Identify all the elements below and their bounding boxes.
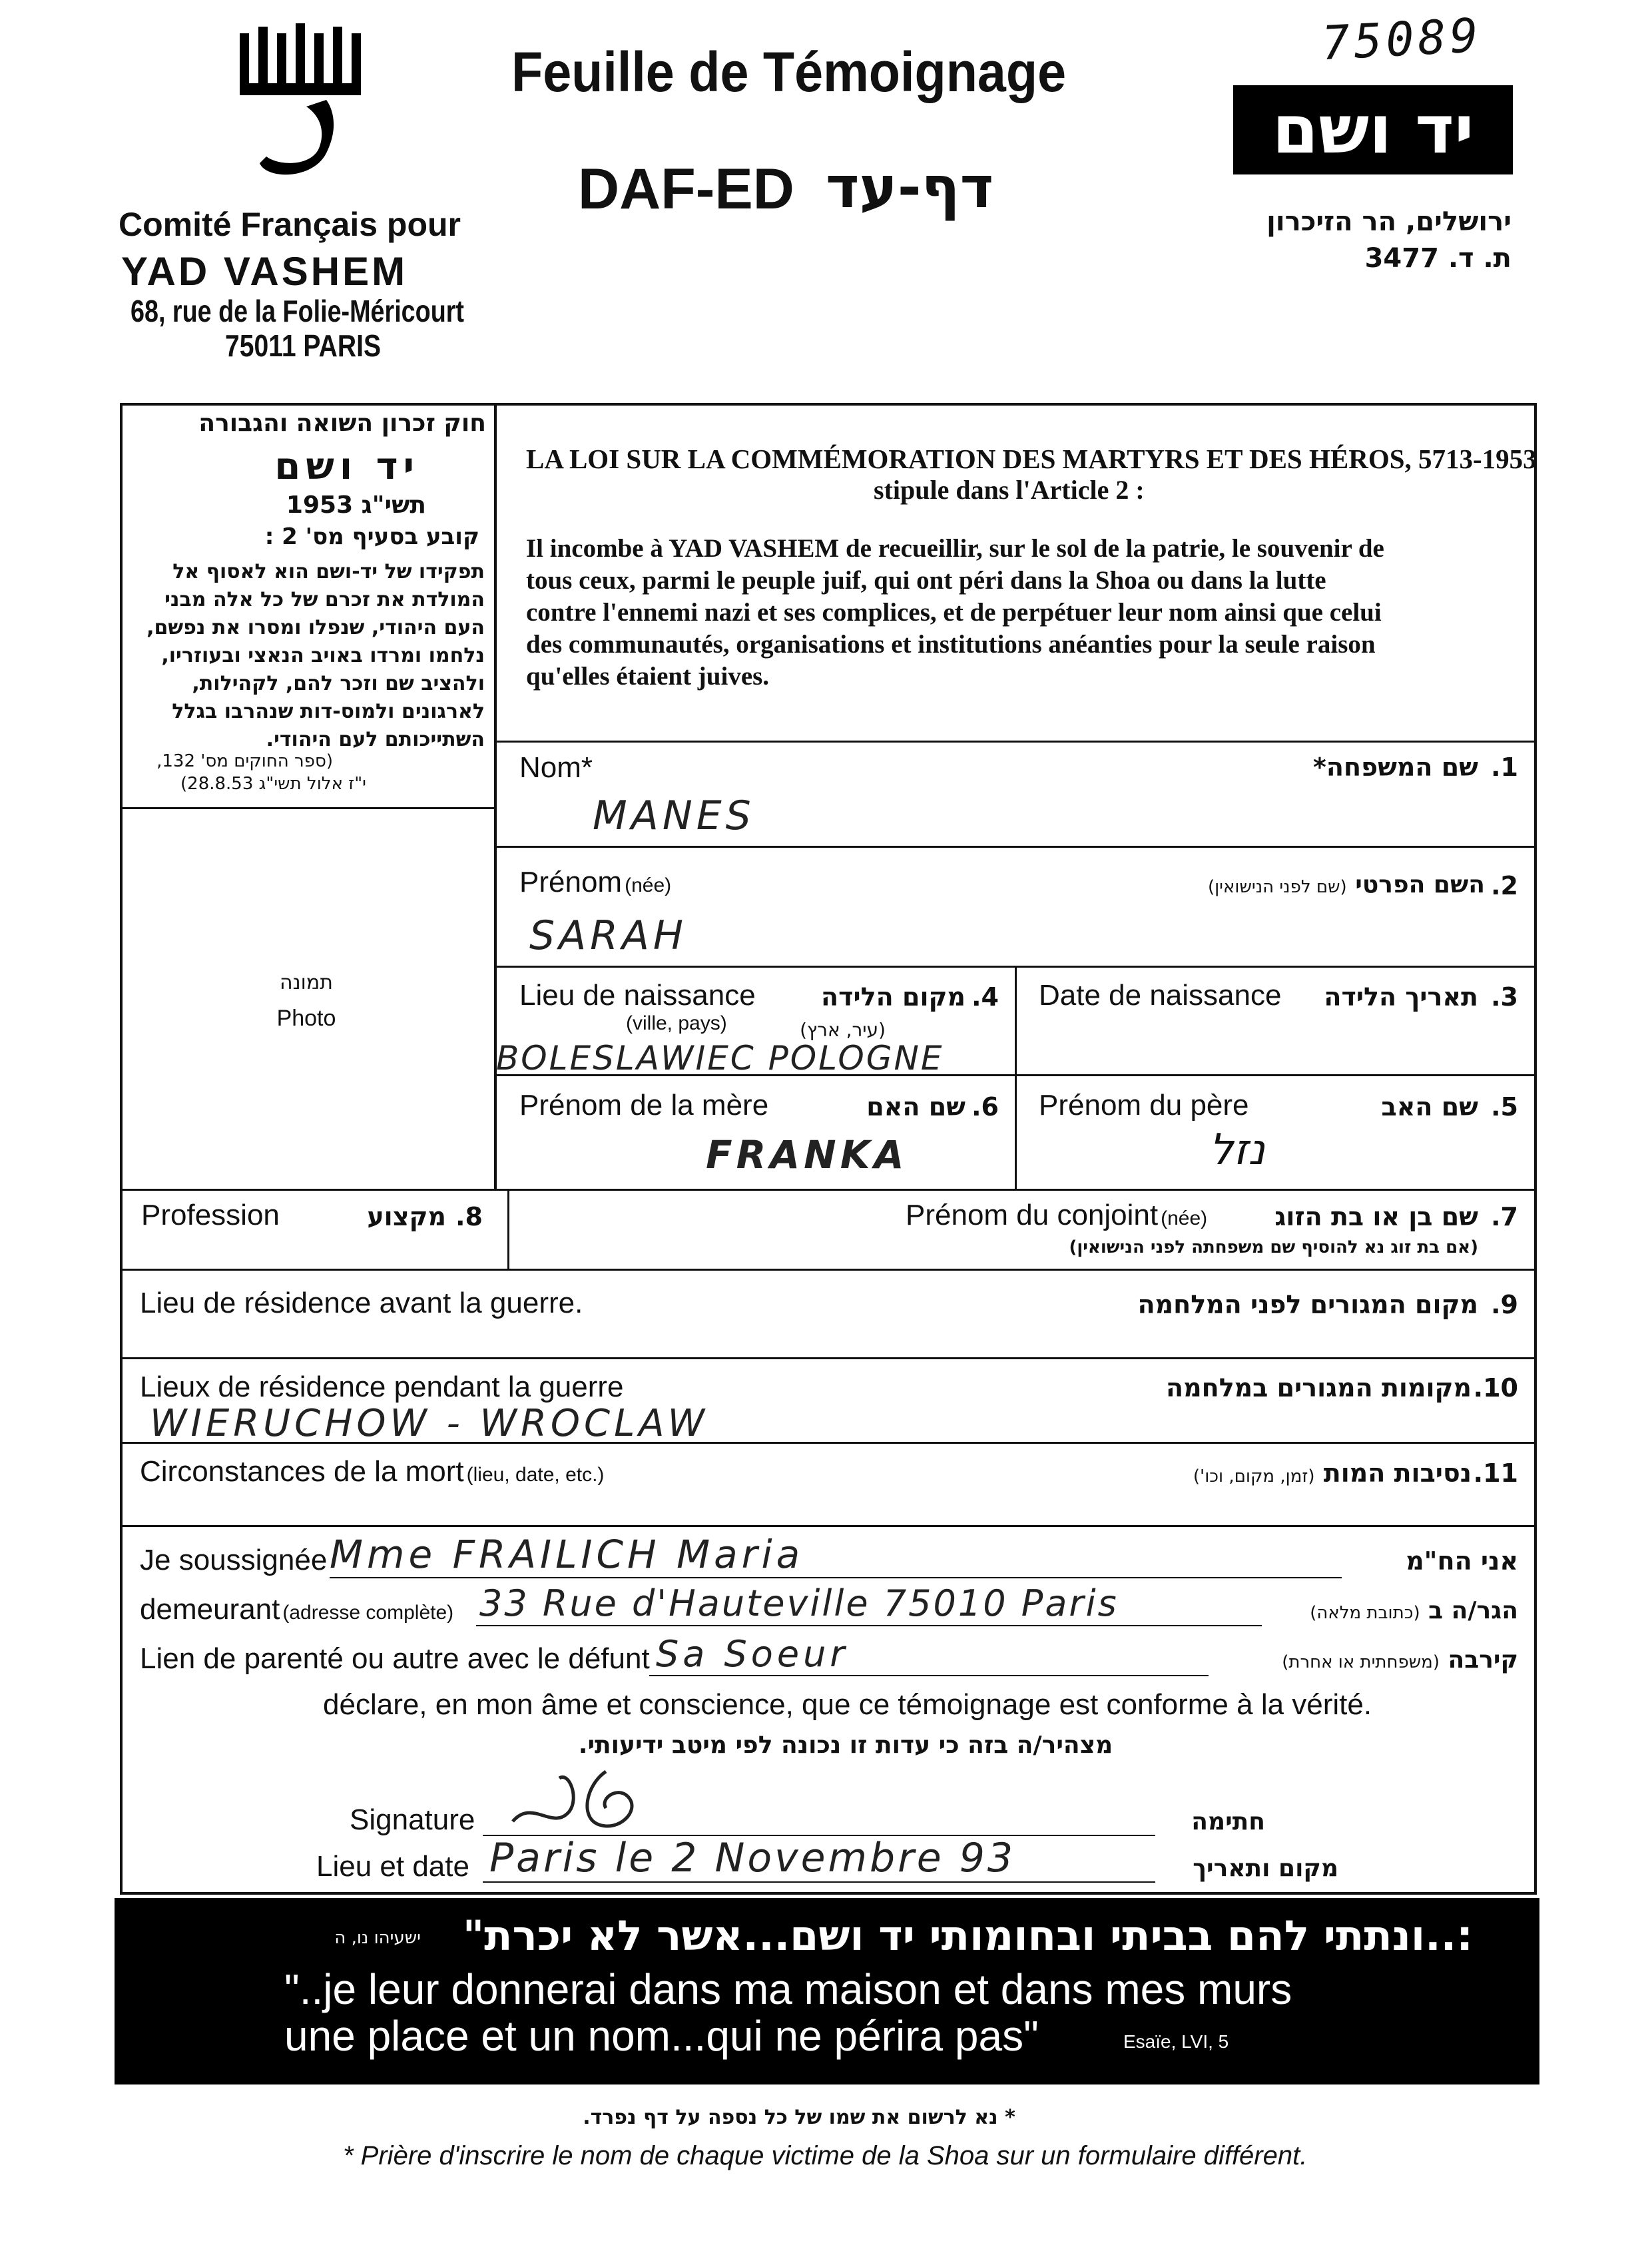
field-lieu-naissance-heb-small: (עיר, ארץ) bbox=[800, 1019, 886, 1041]
field-nom-num: 1. bbox=[1491, 753, 1518, 782]
form-subtitle-latin: DAF-ED bbox=[578, 157, 794, 221]
field-circonstances-heb bbox=[932, 1458, 1472, 1488]
witness-lieu-date-line bbox=[483, 1881, 1155, 1883]
field-residence-guerre-label: Lieux de résidence pendant la guerre bbox=[140, 1371, 624, 1403]
yad-vashem-logo-box bbox=[1233, 85, 1513, 174]
divider bbox=[120, 1525, 1537, 1527]
divider bbox=[120, 1357, 1537, 1359]
divider bbox=[494, 741, 1537, 743]
photo-label: Photo bbox=[276, 1006, 336, 1031]
field-residence-guerre-num: 10. bbox=[1473, 1373, 1518, 1403]
field-conjoint-heb-small: (אם בת זוג נא להוסיף שם משפחתה לפני הנישואין) bbox=[1069, 1237, 1478, 1257]
field-prenom-mere-label: Prénom de la mère bbox=[519, 1089, 769, 1121]
field-prenom-pere-heb: שם האב bbox=[1381, 1092, 1478, 1121]
witness-signature-label: Signature bbox=[350, 1803, 475, 1836]
law-heb-name: יד ושם bbox=[274, 445, 419, 488]
field-prenom-heb-main: השם הפרטי bbox=[1355, 871, 1485, 898]
field-lieu-naissance-num: 4. bbox=[971, 982, 999, 1012]
divider bbox=[120, 1269, 1537, 1271]
law-heb-title: חוק זכרון השואה והגבורה bbox=[198, 410, 486, 437]
witness-lien-label: Lien de parenté ou autre avec le défunt bbox=[140, 1642, 650, 1675]
field-lieu-naissance-label: Lieu de naissance bbox=[519, 979, 756, 1012]
org-name-line1: Comité Français pour bbox=[119, 206, 461, 243]
field-date-naissance-heb: תאריך הלידה bbox=[1324, 982, 1478, 1012]
org-name-line2: YAD VASHEM bbox=[121, 249, 408, 294]
law-body-line: tous ceux, parmi le peuple juif, qui ont péri dans la Shoa ou dans la lutte bbox=[526, 566, 1326, 595]
law-title: LA LOI SUR LA COMMÉMORATION DES MARTYRS ET DES HÉROS, 5713-1953 bbox=[526, 444, 1537, 474]
field-prenom-label-small: (née) bbox=[625, 874, 672, 896]
witness-soussigne-value[interactable]: Mme FRAILICH Maria bbox=[330, 1532, 804, 1577]
footer-heb: * נא לרשום את שמו של כל נספה על דף נפרד. bbox=[583, 2106, 1015, 2129]
law-body-line: Il incombe à YAD VASHEM de recueillir, sur le sol de la patrie, le souvenir de bbox=[526, 534, 1384, 563]
witness-lien-heb-small: (משפחתית או אחרת) bbox=[1282, 1652, 1440, 1672]
field-prenom-pere-value[interactable]: נזל bbox=[1209, 1125, 1265, 1175]
witness-soussigne-label: Je soussignée bbox=[140, 1544, 328, 1576]
law-heb-ref2: י"ז אלול תשי"ג 28.8.53) bbox=[180, 774, 366, 794]
field-residence-guerre-value[interactable]: WIERUCHOW - WROCLAW bbox=[150, 1402, 708, 1445]
law-heb-text: תפקידו של יד-ושם הוא לאסוף אל המולדת את זכרם של כל אלה מבני העם היהודי, שנפלו ומסרו את נפשם, נלחמו ומרדו באויב הנאצי ובעוזריו, ולהציב שם וזכר להם, לקהילות, לארגונים ולמוס-דות שנהרבו בגלל השתייכותם לעם היהודי. bbox=[146, 560, 485, 751]
law-body bbox=[526, 533, 1384, 693]
witness-demeurant-small: (adresse complète) bbox=[282, 1602, 454, 1624]
field-conjoint-num: 7. bbox=[1491, 1202, 1518, 1231]
field-residence-avant-label: Lieu de résidence avant la guerre. bbox=[140, 1287, 583, 1319]
field-prenom-label-wrap bbox=[519, 866, 671, 899]
field-prenom-heb bbox=[1032, 871, 1485, 898]
field-profession-num: 8. bbox=[455, 1202, 483, 1231]
field-prenom-label: Prénom bbox=[519, 866, 623, 898]
field-circonstances-heb-small: (זמן, מקום, וכו') bbox=[1193, 1466, 1315, 1486]
field-prenom-mere-heb: שם האם bbox=[866, 1092, 965, 1121]
law-subtitle: stipule dans l'Article 2 : bbox=[874, 475, 1145, 505]
handwritten-number: 75089 bbox=[1320, 7, 1484, 71]
witness-signature-heb: חתימה bbox=[1191, 1808, 1265, 1835]
banner-fr-line1: "..je leur donnerai dans ma maison et dans mes murs bbox=[284, 1965, 1292, 2013]
field-nom-label: Nom* bbox=[519, 751, 593, 784]
field-circonstances-label-small: (lieu, date, etc.) bbox=[466, 1464, 605, 1486]
field-prenom-num: 2. bbox=[1491, 871, 1518, 900]
witness-lien-line bbox=[649, 1675, 1209, 1676]
form-title: Feuille de Témoignage bbox=[511, 41, 1067, 103]
yad-vashem-logo-text: יד ושם bbox=[1272, 91, 1474, 168]
law-body-line: contre l'ennemi nazi et ses complices, et de perpétuer leur nom ainsi que celui bbox=[526, 598, 1382, 627]
field-conjoint-label-wrap bbox=[906, 1199, 1207, 1232]
field-circonstances-heb-main: נסיבות המות bbox=[1323, 1458, 1472, 1488]
field-conjoint-label-small: (née) bbox=[1161, 1207, 1208, 1229]
field-conjoint-label: Prénom du conjoint bbox=[906, 1199, 1159, 1231]
law-body-line: qu'elles étaient juives. bbox=[526, 662, 770, 691]
field-prenom-value[interactable]: SARAH bbox=[529, 912, 687, 959]
field-profession-label: Profession bbox=[141, 1199, 280, 1231]
witness-demeurant-heb bbox=[1258, 1597, 1518, 1624]
witness-declare: déclare, en mon âme et conscience, que ce témoignage est conforme à la vérité. bbox=[323, 1688, 1372, 1721]
field-profession-heb: מקצוע bbox=[367, 1202, 446, 1231]
witness-soussigne-heb: אני הח"מ bbox=[1406, 1546, 1518, 1576]
law-body-line: des communautés, organisations et institutions anéanties pour la seule raison bbox=[526, 630, 1376, 659]
divider bbox=[120, 807, 497, 809]
banner-heb: :..ונתתי להם בביתי ובחומותי יד ושם...אשר לא יכרת" bbox=[462, 1911, 1473, 1960]
field-nom-heb: שם המשפחה* bbox=[1312, 753, 1478, 782]
witness-lien-value[interactable]: Sa Soeur bbox=[656, 1633, 849, 1675]
field-lieu-naissance-heb: מקום הלידה bbox=[821, 982, 965, 1012]
witness-lien-heb bbox=[1219, 1646, 1518, 1674]
field-prenom-heb-small: (שם לפני הנישואין) bbox=[1207, 877, 1347, 897]
field-prenom-mere-num: 6. bbox=[971, 1092, 999, 1121]
law-heb-clause: קובע בסעיף מס' 2 : bbox=[264, 523, 479, 550]
field-date-naissance-label: Date de naissance bbox=[1039, 979, 1282, 1012]
field-residence-avant-num: 9. bbox=[1491, 1290, 1518, 1319]
divider bbox=[1015, 966, 1017, 1189]
witness-lieu-date-label: Lieu et date bbox=[316, 1850, 469, 1883]
witness-demeurant-heb-small: (כתובת מלאה) bbox=[1310, 1603, 1420, 1623]
field-nom-value[interactable]: MANES bbox=[593, 793, 755, 839]
org-address-line1: 68, rue de la Folie-Méricourt bbox=[131, 294, 464, 328]
field-prenom-pere-num: 5. bbox=[1491, 1092, 1518, 1121]
menorah-logo bbox=[226, 20, 373, 186]
banner-heb-ref: ישעיהו נו, ה bbox=[334, 1928, 421, 1948]
law-heb-ref1: (ספר החוקים מס' 132, bbox=[156, 751, 333, 771]
witness-demeurant-line bbox=[476, 1625, 1262, 1626]
field-residence-guerre-heb: מקומות המגורים במלחמה bbox=[1165, 1373, 1472, 1403]
footer-fr: * Prière d'inscrire le nom de chaque victime de la Shoa sur un formulaire différent. bbox=[343, 2141, 1308, 2170]
field-lieu-naissance-small: (ville, pays) bbox=[626, 1012, 727, 1034]
witness-demeurant-heb-main: הגר/ה ב bbox=[1428, 1597, 1518, 1624]
po-box: ת. ד. 3477 bbox=[1364, 243, 1512, 274]
divider bbox=[494, 846, 1537, 848]
witness-signature-mark[interactable] bbox=[506, 1758, 653, 1838]
witness-demeurant-label: demeurant bbox=[140, 1593, 280, 1626]
photo-heb: תמונה bbox=[280, 971, 333, 994]
witness-declare-heb: מצהיר/ה בזה כי עדות זו נכונה לפי מיטב ידיעותי. bbox=[578, 1732, 1113, 1759]
field-lieu-naissance-value[interactable]: BOLESLAWIEC POLOGNE bbox=[496, 1039, 944, 1078]
divider bbox=[120, 1189, 1537, 1191]
field-date-naissance-num: 3. bbox=[1491, 982, 1518, 1012]
field-residence-avant-heb: מקום המגורים לפני המלחמה bbox=[1137, 1290, 1478, 1319]
field-prenom-mere-value[interactable]: FRANKA bbox=[706, 1132, 908, 1177]
law-heb-year: תשי"ג 1953 bbox=[286, 491, 426, 519]
banner-fr-ref: Esaïe, LVI, 5 bbox=[1123, 2031, 1229, 2052]
witness-demeurant-value[interactable]: 33 Rue d'Hauteville 75010 Paris bbox=[479, 1582, 1119, 1624]
field-conjoint-heb: שם בן או בת הזוג bbox=[1274, 1202, 1478, 1231]
banner-fr-line2: une place et un nom...qui ne périra pas" bbox=[284, 2012, 1039, 2060]
field-circonstances-label-wrap bbox=[140, 1455, 604, 1488]
field-circonstances-label: Circonstances de la mort bbox=[140, 1455, 464, 1488]
divider bbox=[507, 1189, 509, 1269]
quote-banner bbox=[115, 1898, 1539, 2084]
witness-demeurant-wrap bbox=[140, 1593, 453, 1626]
org-address-line2: 75011 PARIS bbox=[225, 328, 382, 363]
form-subtitle-hebrew: דף-עד bbox=[826, 155, 994, 221]
witness-lieu-date-heb: מקום ותאריך bbox=[1193, 1855, 1338, 1882]
witness-lieu-date-value[interactable]: Paris le 2 Novembre 93 bbox=[489, 1835, 1016, 1881]
witness-soussigne-line bbox=[330, 1577, 1342, 1578]
witness-lien-heb-main: קירבה bbox=[1448, 1646, 1518, 1674]
jerusalem-address: ירושלים, הר הזיכרון bbox=[1266, 206, 1512, 237]
field-prenom-pere-label: Prénom du père bbox=[1039, 1089, 1249, 1121]
field-circonstances-num: 11. bbox=[1473, 1458, 1518, 1488]
